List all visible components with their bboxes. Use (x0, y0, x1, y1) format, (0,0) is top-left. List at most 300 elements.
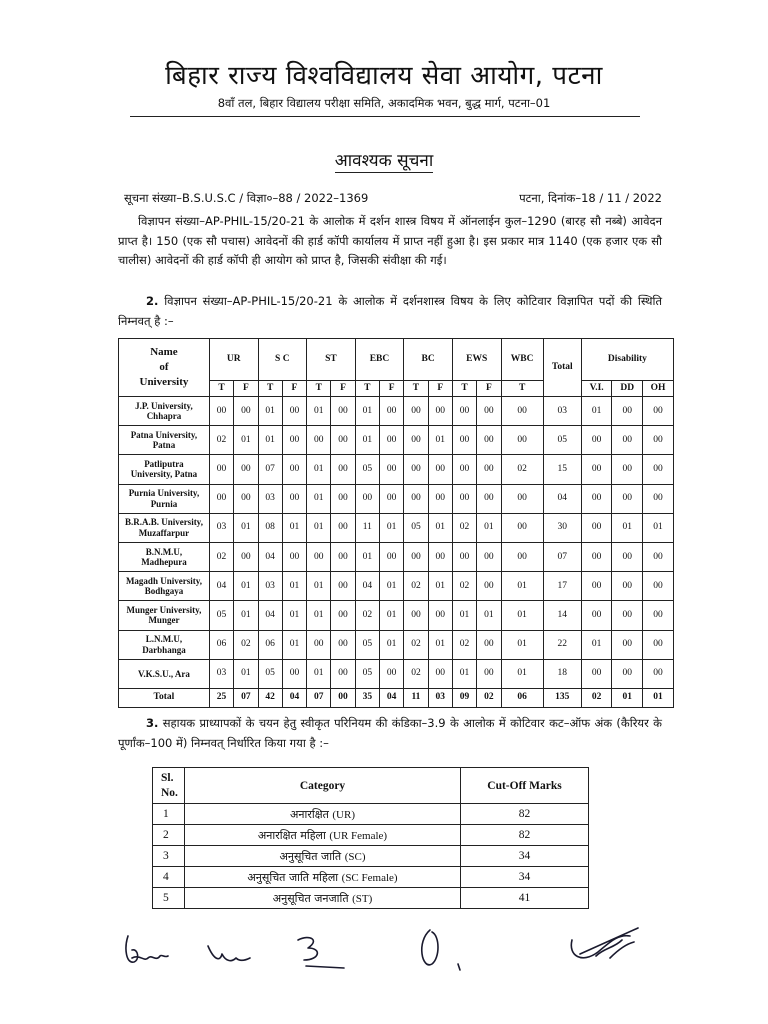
signature-3 (298, 938, 344, 968)
table-cell: 01 (428, 513, 452, 542)
table-cell: 05 (258, 659, 282, 688)
university-name-line: Chhapra (146, 411, 182, 422)
disability-cell: 00 (581, 601, 612, 630)
table-row (119, 542, 674, 571)
table-cell: 00 (331, 484, 355, 513)
paragraph-2 (118, 292, 662, 331)
university-name-line: Madhepura (141, 557, 187, 568)
cutoff-marks-cell: 34 (461, 867, 589, 888)
table-cell: 00 (331, 630, 355, 659)
category-cell (185, 846, 461, 867)
total-cell: 25 (209, 688, 233, 707)
table-cell: 01 (379, 572, 403, 601)
table-cell: 01 (282, 601, 306, 630)
table-cell: 00 (234, 455, 258, 484)
posts-table (118, 338, 674, 708)
table-cell: 00 (404, 397, 428, 426)
table-cell: 01 (307, 572, 331, 601)
total-cell: 42 (258, 688, 282, 707)
table-cell: 00 (428, 542, 452, 571)
row-total-cell: 14 (543, 601, 581, 630)
disability-cell: 01 (612, 513, 643, 542)
table-cell: 02 (404, 659, 428, 688)
total-header: Total (543, 339, 581, 397)
table-cell: 00 (331, 513, 355, 542)
university-name-line: Muzaffarpur (138, 527, 190, 538)
category-english: (UR Female) (329, 829, 388, 842)
total-cell: 03 (428, 688, 452, 707)
table-cell: 01 (379, 601, 403, 630)
university-name-cell (119, 455, 210, 484)
table-row (119, 484, 674, 513)
university-name-line: Patna (152, 440, 176, 451)
total-cell: 06 (501, 688, 543, 707)
table-cell: 00 (234, 542, 258, 571)
table-cell: 01 (428, 572, 452, 601)
table-cell: 00 (404, 542, 428, 571)
table-cell: 00 (234, 484, 258, 513)
table-cell: 00 (477, 455, 501, 484)
cutoff-table (152, 767, 589, 909)
category-english: (SC) (344, 850, 366, 863)
row-total-cell: 17 (543, 572, 581, 601)
disability-sub-header-oh: OH (643, 381, 674, 397)
table-cell: 00 (282, 455, 306, 484)
table-cell: 01 (501, 630, 543, 659)
table-row (119, 397, 674, 426)
table-cell: 01 (355, 397, 379, 426)
signature-5 (571, 928, 638, 958)
table-cell: 01 (307, 659, 331, 688)
sub-header: F (234, 381, 258, 397)
table-row (119, 513, 674, 542)
category-hindi: अनुसूचित जनजाति (272, 891, 349, 905)
disability-cell: 00 (643, 601, 674, 630)
table-cell: 00 (428, 659, 452, 688)
table-cell: 11 (355, 513, 379, 542)
table-cell: 00 (209, 397, 233, 426)
disability-cell: 00 (643, 484, 674, 513)
row-total-cell: 07 (543, 542, 581, 571)
table-cell: 01 (355, 542, 379, 571)
table-cell: 00 (404, 601, 428, 630)
table-cell: 01 (307, 601, 331, 630)
category-cell (185, 825, 461, 846)
table-cell: 01 (258, 397, 282, 426)
table-cell: 00 (452, 542, 476, 571)
table-cell: 00 (452, 397, 476, 426)
sl-no-cell: 5 (153, 888, 185, 909)
paragraph-3-text: सहायक प्राध्यापकों के चयन हेतु स्वीकृत परिनियम की कंडिका–3.9 के आलोक में कोटिवार कट–ऑफ अंक (कैरियर के पूर्णांक–100 में) निम्नवत् निर्धारित किया गया है :– (118, 716, 662, 750)
sub-header: F (428, 381, 452, 397)
row-total-cell: 18 (543, 659, 581, 688)
disability-cell: 00 (581, 542, 612, 571)
university-name-cell (119, 542, 210, 571)
table-row (119, 659, 674, 688)
disability-cell: 00 (643, 542, 674, 571)
category-header: Category (185, 768, 461, 804)
table-cell: 00 (307, 426, 331, 455)
table-cell: 00 (501, 484, 543, 513)
disability-cell: 00 (612, 455, 643, 484)
disability-cell: 00 (612, 572, 643, 601)
table-cell: 05 (404, 513, 428, 542)
table-cell: 01 (234, 513, 258, 542)
posts-table-header-row (119, 339, 674, 381)
table-cell: 00 (501, 397, 543, 426)
table-cell: 00 (209, 484, 233, 513)
table-cell: 00 (379, 426, 403, 455)
table-cell: 00 (477, 630, 501, 659)
paragraph-3 (118, 714, 662, 753)
sub-header: T (355, 381, 379, 397)
table-cell: 00 (477, 426, 501, 455)
university-name-line: Darbhanga (142, 644, 186, 655)
table-cell: 02 (452, 572, 476, 601)
disability-cell: 01 (581, 630, 612, 659)
university-name-line: J.P. University, (135, 400, 193, 411)
university-name-line: Munger University, (126, 604, 202, 615)
table-cell: 00 (477, 397, 501, 426)
signature-2 (208, 946, 250, 961)
table-cell: 03 (209, 659, 233, 688)
university-name-cell (119, 630, 210, 659)
table-cell: 02 (234, 630, 258, 659)
disability-cell: 00 (581, 426, 612, 455)
table-cell: 04 (258, 542, 282, 571)
table-cell: 01 (428, 426, 452, 455)
group-header-ebc: EBC (355, 339, 404, 381)
university-name-line: B.N.M.U, (145, 546, 183, 557)
sub-header: T (501, 381, 543, 397)
table-cell: 00 (379, 542, 403, 571)
university-name-line: Purnia University, (128, 488, 200, 499)
disability-cell: 00 (643, 630, 674, 659)
table-cell: 01 (282, 630, 306, 659)
table-cell: 00 (379, 397, 403, 426)
table-cell: 01 (501, 601, 543, 630)
table-cell: 01 (501, 572, 543, 601)
disability-cell: 00 (643, 572, 674, 601)
officer-signatures (110, 918, 670, 988)
table-cell: 01 (452, 659, 476, 688)
group-header-ur: UR (209, 339, 258, 381)
table-row (153, 846, 589, 867)
table-cell: 01 (452, 601, 476, 630)
sub-header: T (404, 381, 428, 397)
table-cell: 03 (258, 484, 282, 513)
table-cell: 00 (404, 484, 428, 513)
table-cell: 02 (209, 426, 233, 455)
total-disability-cell: 02 (581, 688, 612, 707)
group-header-ews: EWS (452, 339, 501, 381)
table-cell: 02 (452, 630, 476, 659)
group-header-wbc: WBC (501, 339, 543, 381)
table-cell: 01 (379, 513, 403, 542)
sl-no-cell: 1 (153, 804, 185, 825)
total-cell: 02 (477, 688, 501, 707)
table-cell: 00 (282, 484, 306, 513)
cutoff-table-header-row (153, 768, 589, 804)
table-cell: 01 (307, 397, 331, 426)
table-total-row (119, 688, 674, 707)
table-cell: 01 (307, 484, 331, 513)
university-name-line: Munger (148, 615, 180, 626)
university-name-line: Patliputra (144, 458, 184, 469)
total-cell: 11 (404, 688, 428, 707)
row-total-cell: 03 (543, 397, 581, 426)
sl-no-cell: 3 (153, 846, 185, 867)
university-name-line: V.K.S.U., Ara (138, 668, 190, 679)
table-cell: 00 (477, 542, 501, 571)
table-cell: 01 (428, 630, 452, 659)
category-hindi: अनुसूचित जाति महिला (247, 870, 339, 884)
total-cell: 07 (307, 688, 331, 707)
commission-address: 8वाँ तल, बिहार विद्यालय परीक्षा समिति, अकादमिक भवन, बुद्ध मार्ग, पटना–01 (217, 96, 551, 110)
table-cell: 02 (209, 542, 233, 571)
category-english: (SC Female) (341, 871, 398, 884)
table-cell: 00 (331, 426, 355, 455)
category-hindi: अनुसूचित जाति (279, 849, 342, 863)
name-of-university-header: Name of University (119, 339, 210, 397)
university-name-cell (119, 513, 210, 542)
table-cell: 01 (282, 513, 306, 542)
disability-cell: 00 (643, 397, 674, 426)
table-cell: 00 (307, 630, 331, 659)
category-hindi: अनारक्षित महिला (257, 828, 326, 842)
university-name-line: Bodhgaya (144, 586, 184, 597)
table-row (153, 867, 589, 888)
table-cell: 08 (258, 513, 282, 542)
group-header-st: ST (307, 339, 356, 381)
signature-4 (422, 930, 460, 970)
table-cell: 06 (209, 630, 233, 659)
disability-cell: 00 (612, 659, 643, 688)
table-cell: 04 (355, 572, 379, 601)
category-english: (UR) (332, 808, 355, 821)
table-cell: 05 (355, 455, 379, 484)
table-cell: 00 (501, 542, 543, 571)
table-cell: 00 (428, 601, 452, 630)
table-cell: 01 (234, 426, 258, 455)
table-cell: 01 (477, 513, 501, 542)
disability-sub-header-vi: V.I. (581, 381, 612, 397)
cutoff-marks-header: Cut-Off Marks (461, 768, 589, 804)
table-cell: 01 (379, 630, 403, 659)
sub-header: T (307, 381, 331, 397)
disability-cell: 01 (643, 513, 674, 542)
disability-cell: 01 (581, 397, 612, 426)
disability-cell: 00 (612, 484, 643, 513)
table-cell: 00 (331, 572, 355, 601)
grand-total-cell: 135 (543, 688, 581, 707)
category-english: (ST) (352, 892, 373, 905)
total-cell: 04 (282, 688, 306, 707)
table-cell: 05 (355, 659, 379, 688)
row-total-cell: 22 (543, 630, 581, 659)
sl-no-header: Sl. No. (153, 768, 185, 804)
table-row (119, 601, 674, 630)
disability-cell: 00 (643, 659, 674, 688)
table-cell: 01 (307, 455, 331, 484)
disability-cell: 00 (643, 455, 674, 484)
table-cell: 00 (331, 542, 355, 571)
table-cell: 01 (477, 601, 501, 630)
paragraph-2-text: विज्ञापन संख्या–AP-PHIL-15/20-21 के आलोक में दर्शनशास्त्र विषय के लिए कोटिवार विज्ञापित पदों की स्थिति निम्नवत् है :– (118, 294, 662, 328)
table-cell: 05 (355, 630, 379, 659)
table-cell: 00 (477, 484, 501, 513)
table-cell: 00 (331, 397, 355, 426)
disability-cell: 00 (643, 426, 674, 455)
sub-header: F (477, 381, 501, 397)
table-cell: 02 (452, 513, 476, 542)
table-cell: 01 (234, 659, 258, 688)
category-cell (185, 804, 461, 825)
cutoff-marks-cell: 82 (461, 804, 589, 825)
disability-cell: 00 (581, 659, 612, 688)
table-cell: 07 (258, 455, 282, 484)
table-cell: 00 (307, 542, 331, 571)
category-hindi: अनारक्षित (290, 807, 329, 821)
table-cell: 00 (282, 397, 306, 426)
university-name-line: L.N.M.U, (145, 634, 183, 645)
sub-header: T (452, 381, 476, 397)
table-cell: 00 (428, 484, 452, 513)
university-name-line: Patna University, (130, 429, 198, 440)
total-cell: 07 (234, 688, 258, 707)
university-name-cell (119, 572, 210, 601)
table-cell: 00 (501, 513, 543, 542)
table-cell: 00 (331, 659, 355, 688)
table-cell: 06 (258, 630, 282, 659)
table-cell: 00 (282, 659, 306, 688)
sub-header: F (379, 381, 403, 397)
table-cell: 00 (379, 484, 403, 513)
cutoff-marks-cell: 41 (461, 888, 589, 909)
cutoff-marks-cell: 34 (461, 846, 589, 867)
university-name-line: University, Patna (130, 469, 198, 480)
disability-cell: 00 (612, 426, 643, 455)
total-cell: 35 (355, 688, 379, 707)
table-cell: 01 (258, 426, 282, 455)
group-header-bc: BC (404, 339, 453, 381)
table-cell: 00 (379, 659, 403, 688)
category-cell (185, 867, 461, 888)
table-cell: 02 (355, 601, 379, 630)
university-name-line: Purnia (150, 498, 178, 509)
university-name-cell (119, 426, 210, 455)
disability-cell: 00 (581, 484, 612, 513)
university-name-cell (119, 659, 210, 688)
table-cell: 01 (234, 572, 258, 601)
university-name-cell (119, 397, 210, 426)
table-cell: 02 (404, 572, 428, 601)
table-cell: 01 (355, 426, 379, 455)
total-cell: 09 (452, 688, 476, 707)
table-cell: 00 (477, 659, 501, 688)
paragraph-3-number: 3. (146, 716, 159, 730)
disability-cell: 00 (581, 455, 612, 484)
total-label-cell: Total (119, 688, 210, 707)
cutoff-table-body (153, 804, 589, 909)
disability-cell: 00 (581, 572, 612, 601)
total-disability-cell: 01 (643, 688, 674, 707)
table-cell: 00 (379, 455, 403, 484)
table-cell: 00 (282, 426, 306, 455)
notice-heading (0, 148, 768, 171)
table-cell: 01 (501, 659, 543, 688)
posts-table-body (119, 397, 674, 708)
table-cell: 00 (355, 484, 379, 513)
table-cell: 04 (209, 572, 233, 601)
table-row (119, 426, 674, 455)
table-cell: 00 (428, 397, 452, 426)
table-row (153, 888, 589, 909)
university-name-cell (119, 601, 210, 630)
table-cell: 00 (501, 426, 543, 455)
table-cell: 00 (282, 542, 306, 571)
table-row (119, 630, 674, 659)
table-cell: 02 (501, 455, 543, 484)
disability-cell: 00 (612, 630, 643, 659)
table-row (119, 572, 674, 601)
sl-no-cell: 2 (153, 825, 185, 846)
sub-header: T (209, 381, 233, 397)
notice-date: पटना, दिनांक–18 / 11 / 2022 (519, 191, 662, 205)
paragraph-2-number: 2. (146, 294, 159, 308)
table-cell: 00 (234, 397, 258, 426)
table-cell: 00 (331, 601, 355, 630)
sub-header: T (258, 381, 282, 397)
table-cell: 00 (428, 455, 452, 484)
disability-sub-header-dd: DD (612, 381, 643, 397)
table-cell: 01 (282, 572, 306, 601)
paragraph-1: विज्ञापन संख्या–AP-PHIL-15/20-21 के आलोक में दर्शन शास्त्र विषय में ऑनलाईन कुल–1290 (बारह सौ नब्बे) आवेदन प्राप्त है। 150 (एक सौ पचास) आवेदनों की हार्ड कॉपी कार्यालय में प्राप्त नहीं हुआ है। इस प्रकार मात्र 1140 (एक हजार एक सौ चालीस) आवेदनों की हार्ड कॉपी ही आयोग को प्राप्त है, जिसकी संवीक्षा की गई। (118, 214, 662, 267)
row-total-cell: 05 (543, 426, 581, 455)
notice-heading-text: आवश्यक सूचना (334, 151, 434, 171)
table-row (153, 825, 589, 846)
table-row (119, 455, 674, 484)
table-cell: 00 (404, 455, 428, 484)
table-cell: 00 (452, 484, 476, 513)
disability-cell: 00 (581, 513, 612, 542)
signature-1 (126, 936, 168, 962)
table-cell: 05 (209, 601, 233, 630)
disability-cell: 00 (612, 397, 643, 426)
header-divider (130, 116, 640, 117)
cutoff-marks-cell: 82 (461, 825, 589, 846)
disability-cell: 00 (612, 542, 643, 571)
group-header-sc: S C (258, 339, 307, 381)
row-total-cell: 15 (543, 455, 581, 484)
row-total-cell: 04 (543, 484, 581, 513)
sub-header: F (282, 381, 306, 397)
notice-reference-number: सूचना संख्या–B.S.U.S.C / विज्ञा०–88 / 2022–1369 (124, 191, 369, 205)
sl-no-cell: 4 (153, 867, 185, 888)
total-cell: 04 (379, 688, 403, 707)
total-disability-cell: 01 (612, 688, 643, 707)
table-cell: 00 (209, 455, 233, 484)
table-cell: 03 (209, 513, 233, 542)
table-row (153, 804, 589, 825)
row-total-cell: 30 (543, 513, 581, 542)
table-cell: 02 (404, 630, 428, 659)
disability-cell: 00 (612, 601, 643, 630)
total-cell: 00 (331, 688, 355, 707)
table-cell: 01 (234, 601, 258, 630)
table-cell: 03 (258, 572, 282, 601)
commission-title: बिहार राज्य विश्वविद्यालय सेवा आयोग, पटना (165, 61, 603, 91)
